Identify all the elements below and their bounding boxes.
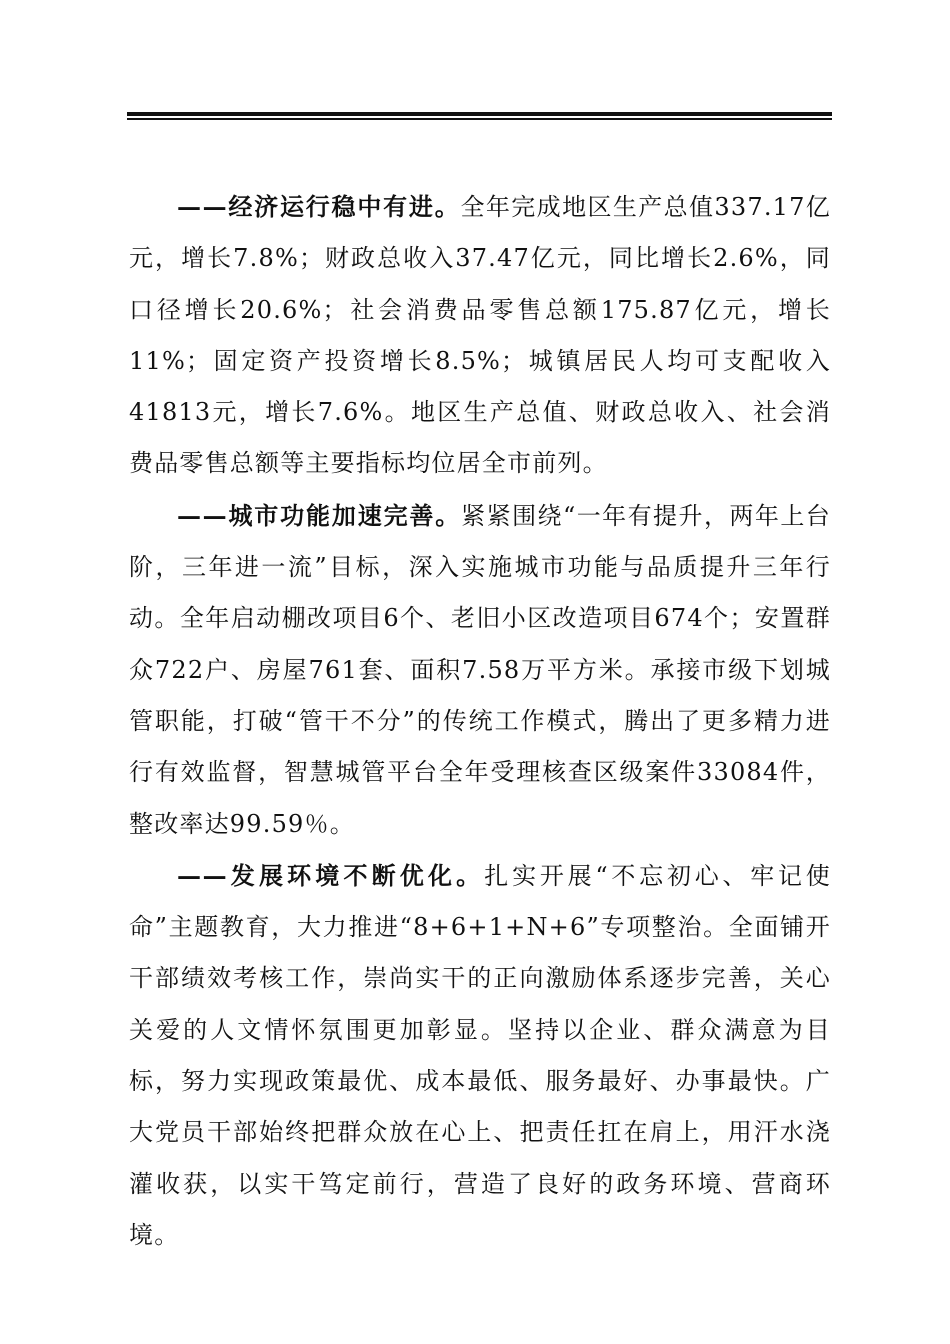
header-rule-thick — [127, 112, 832, 116]
document-body — [129, 181, 831, 1261]
paragraph-city-function — [129, 490, 831, 850]
paragraph-economy — [129, 181, 831, 490]
paragraph-lead: ——经济运行稳中有进。 — [177, 192, 461, 221]
paragraph-environment — [129, 850, 831, 1261]
paragraph-text: 紧紧围绕“一年有提升，两年上台阶，三年进一流”目标，深入实施城市功能与品质提升三年行动。全年启动棚改项目6个、老旧小区改造项目674个；安置群众722户、房屋761套、面积7.58万平方米。承接市级下划城管职能，打破“管干不分”的传统工作模式，腾出了更多精力进行有效监督，智慧城管平台全年受理核查区级案件33084件，整改率达99.59％。 — [129, 501, 831, 838]
paragraph-text: 全年完成地区生产总值337.17亿元，增长7.8%；财政总收入37.47亿元，同比增长2.6%，同口径增长20.6%；社会消费品零售总额175.87亿元，增长11%；固定资产投资增长8.5%；城镇居民人均可支配收入41813元，增长7.6%。地区生产总值、财政总收入、社会消费品零售总额等主要指标均位居全市前列。 — [129, 193, 831, 478]
paragraph-lead: ——发展环境不断优化。 — [177, 860, 485, 890]
paragraph-lead: ——城市功能加速完善。 — [177, 500, 462, 530]
header-rule-thin — [127, 118, 832, 120]
header-double-rule — [127, 112, 832, 120]
paragraph-text: 扎实开展“不忘初心、牢记使命”主题教育，大力推进“8+6+1+N+6”专项整治。全面铺开干部绩效考核工作，崇尚实干的正向激励体系逐步完善，关心关爱的人文情怀氛围更加彰显。坚持以企业、群众满意为目标，努力实现政策最优、成本最低、服务最好、办事最快。广大党员干部始终把群众放在心上、把责任扛在肩上，用汗水浇灌收获，以实干笃定前行，营造了良好的政务环境、营商环境。 — [129, 861, 831, 1249]
